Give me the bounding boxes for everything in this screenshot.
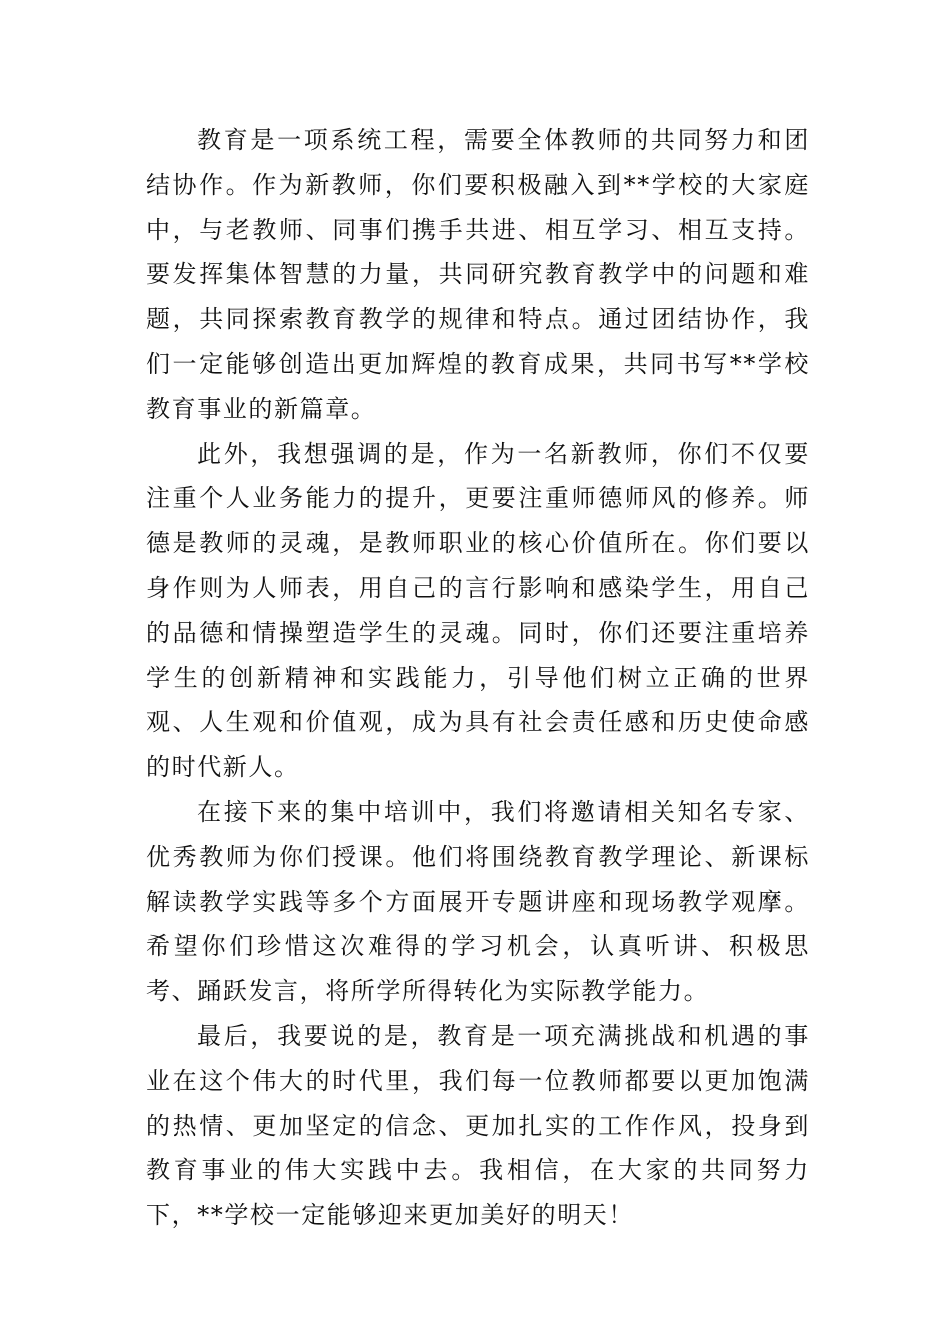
- paragraph-teamwork: 教育是一项系统工程，需要全体教师的共同努力和团结协作。作为新教师，你们要积极融入到**学校的大家庭中，与老教师、同事们携手共进、相互学习、相互支持。要发挥集体智慧的力量，共同研究教育教学中的问题和难题，共同探索教育教学的规律和特点。通过团结协作，我们一定能够创造出更加辉煌的教育成果，共同书写**学校教育事业的新篇章。: [146, 126, 810, 423]
- paragraph-ethics: 此外，我想强调的是，作为一名新教师，你们不仅要注重个人业务能力的提升，更要注重师德师风的修养。师德是教师的灵魂，是教师职业的核心价值所在。你们要以身作则为人师表，用自己的言行影响和感染学生，用自己的品德和情操塑造学生的灵魂。同时，你们还要注重培养学生的创新精神和实践能力，引导他们树立正确的世界观、人生观和价值观，成为具有社会责任感和历史使命感的时代新人。: [146, 439, 810, 782]
- document-body: [146, 118, 810, 1238]
- paragraph-closing: 最后，我要说的是，教育是一项充满挑战和机遇的事业在这个伟大的时代里，我们每一位教师都要以更加饱满的热情、更加坚定的信念、更加扎实的工作作风，投身到教育事业的伟大实践中去。我相信，在大家的共同努力下，**学校一定能够迎来更加美好的明天！: [146, 1021, 810, 1230]
- paragraph-training: 在接下来的集中培训中，我们将邀请相关知名专家、优秀教师为你们授课。他们将围绕教育教学理论、新课标解读教学实践等多个方面展开专题讲座和现场教学观摩。希望你们珍惜这次难得的学习机会，认真听讲、积极思考、踊跃发言，将所学所得转化为实际教学能力。: [146, 797, 810, 1006]
